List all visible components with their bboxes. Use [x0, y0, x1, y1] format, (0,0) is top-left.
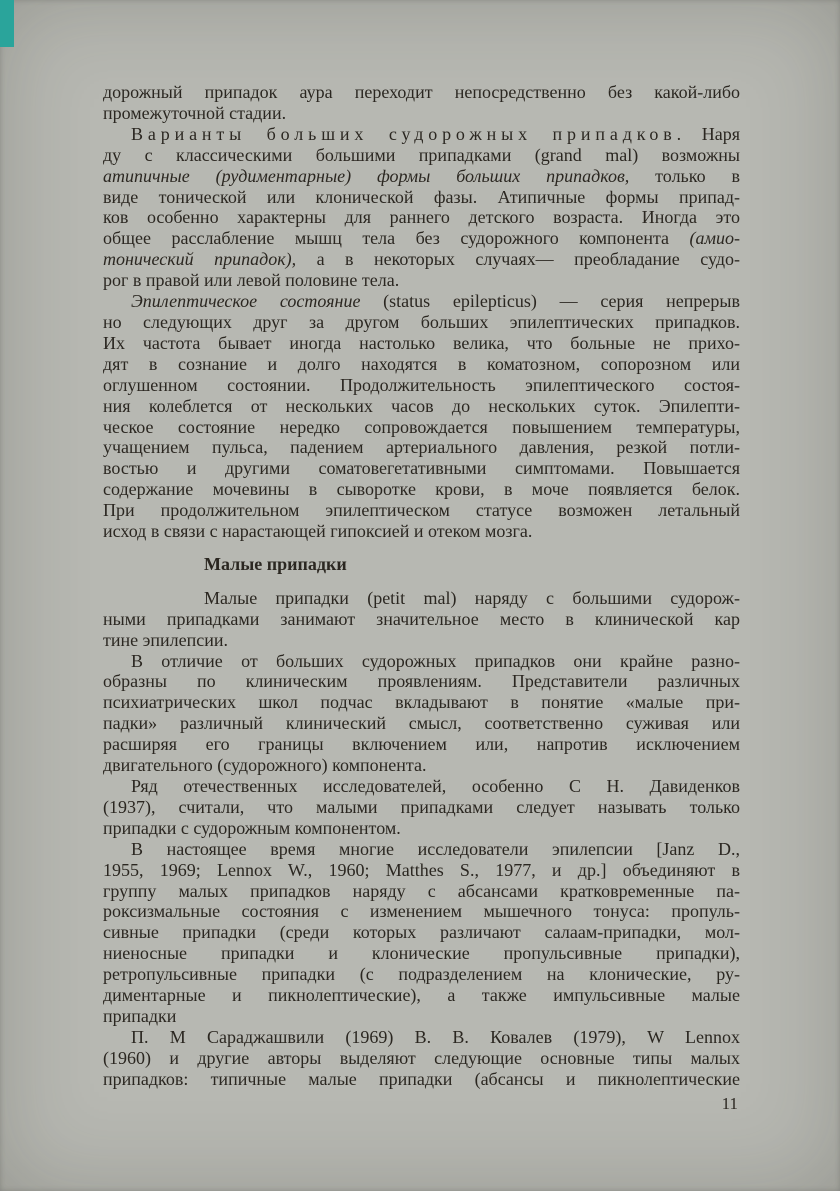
text-line — [103, 818, 740, 839]
body-text: тине эпилепсии. — [103, 629, 228, 650]
page-number: 11 — [721, 1094, 738, 1113]
text-line — [103, 671, 740, 692]
body-text: припадки с судорожным компонентом. — [103, 817, 401, 838]
body-text: Наря — [686, 123, 740, 144]
scan-artifact-teal — [0, 0, 14, 47]
section-heading: Малые припадки — [204, 553, 347, 574]
text-line — [103, 207, 740, 228]
text-line — [103, 521, 740, 542]
text-line — [103, 228, 740, 249]
body-text: только в — [629, 165, 740, 186]
body-text: диментарные и пикнолептические), а также импульсивные малые — [103, 985, 740, 1006]
text-line — [103, 166, 740, 187]
italic-text: атипичные (рудиментарные) формы больших припадков, — [103, 165, 630, 186]
body-text: но следующих друг за другом больших эпилептических припадков. — [103, 311, 740, 332]
text-line — [103, 609, 740, 630]
paragraph — [103, 1027, 740, 1090]
text-line — [103, 630, 740, 651]
text-line — [103, 588, 740, 609]
text-line — [103, 755, 740, 776]
body-text: (1937), считали, что малыми припадками следует называть только — [103, 796, 740, 817]
text-line — [103, 82, 740, 103]
italic-text: тонический припадок), — [103, 249, 297, 270]
body-text: ными припадками занимают значительное место в клинической кар — [103, 608, 740, 629]
body-text: Их частота бывает иногда настолько велика, что больные не прихо- — [103, 332, 740, 353]
text-line — [103, 839, 740, 860]
body-text: исход в связи с нарастающей гипоксией и отеком мозга. — [103, 521, 533, 542]
text-line — [103, 797, 740, 818]
body-text: промежуточной стадии. — [103, 102, 287, 123]
body-text: рог в правой или левой половине тела. — [103, 270, 400, 291]
text-line — [103, 1006, 740, 1027]
text-line — [103, 249, 740, 270]
body-text: В настоящее время многие исследователи эпилепсии [Janz D., — [131, 838, 740, 859]
body-text: учащением пульса, падением артериального давления, резкой потли- — [103, 437, 740, 458]
text-line — [103, 964, 740, 985]
body-text: сивные припадки (среди которых различают салаам-припадки, мол- — [103, 922, 740, 943]
text-line — [103, 145, 740, 166]
body-text: ду с классическими большими припадками (grand mal) возможны — [103, 144, 740, 165]
text-line — [103, 713, 740, 734]
body-text: 1955, 1969; Lennox W., 1960; Matthes S., 1977, и др.] объединяют в — [103, 859, 740, 880]
body-text: образны по клиническим проявлениям. Представители различных — [103, 671, 740, 692]
body-text: общее расслабление мышц тела без судорожного компонента — [103, 228, 690, 249]
text-line — [103, 333, 740, 354]
body-text: падки» различный клинический смысл, соответственно суживая или — [103, 713, 740, 734]
body-text: дят в сознание и долго находятся в коматозном, сопорозном или — [103, 353, 740, 374]
body-text: содержание мочевины в сыворотке крови, в моче появляется белок. — [103, 479, 740, 500]
text-line — [103, 291, 740, 312]
text-line — [103, 1027, 740, 1048]
text-line — [103, 734, 740, 755]
body-text: востью и другими соматовегетативными симптомами. Повышается — [103, 458, 740, 479]
text-line — [103, 187, 740, 208]
text-line — [103, 417, 740, 438]
text-line — [103, 651, 740, 672]
text-line — [103, 354, 740, 375]
text-line — [103, 922, 740, 943]
text-line — [103, 776, 740, 797]
italic-text: (амио- — [689, 228, 740, 249]
body-text: ческое состояние нередко сопровождается повышением температуры, — [103, 416, 740, 437]
text-line — [103, 437, 740, 458]
text-line — [103, 479, 740, 500]
text-line — [103, 500, 740, 521]
body-text: расширяя его границы включением или, напротив исключением — [103, 734, 740, 755]
text-line — [103, 375, 740, 396]
body-text: припадков: типичные малые припадки (абсансы и пикнолептические — [103, 1068, 740, 1089]
body-text: виде тонической или клонической фазы. Атипичные формы припад- — [103, 186, 740, 207]
body-text: оглушенном состоянии. Продолжительность эпилептического состоя- — [103, 374, 740, 395]
body-text: (status epilepticus) — серия непрерыв — [360, 291, 740, 312]
text-line — [103, 692, 740, 713]
letterspaced-text: Варианты больших судорожных припадков. — [131, 123, 686, 144]
body-text: припадки — [103, 1005, 177, 1026]
body-text: дорожный припадок аура переходит непосредственно без какой-либо — [103, 82, 740, 102]
body-text: двигательного (судорожного) компонента. — [103, 755, 427, 776]
paragraph — [103, 124, 740, 291]
text-line — [103, 881, 740, 902]
paragraph — [103, 651, 740, 776]
body-text: а в некоторых случаях— преобладание судо- — [296, 249, 740, 270]
text-line — [103, 1069, 740, 1090]
paragraph — [103, 82, 740, 124]
text-line — [103, 458, 740, 479]
italic-text: Эпилептическое состояние — [131, 291, 361, 312]
text-column — [103, 82, 740, 1090]
body-text: ния колеблется от нескольких часов до нескольких суток. Эпилепти- — [103, 395, 740, 416]
text-line — [103, 396, 740, 417]
text-line — [103, 860, 740, 881]
body-text: В отличие от больших судорожных припадков они крайне разно- — [131, 650, 740, 671]
text-line — [103, 943, 740, 964]
text-line — [103, 985, 740, 1006]
text-line — [103, 1048, 740, 1069]
body-text: роксизмальные состояния с изменением мышечного тонуса: пропуль- — [103, 901, 740, 922]
text-line — [103, 124, 740, 145]
paragraph — [103, 588, 740, 651]
body-text: группу малых припадков наряду с абсансами кратковременные па- — [103, 880, 740, 901]
body-text: ретропульсивные припадки (с подразделением на клонические, ру- — [103, 964, 740, 985]
body-text: психиатрических школ подчас вкладывают в понятие «малые при- — [103, 692, 740, 713]
body-text: При продолжительном эпилептическом статусе возможен летальный — [103, 500, 740, 521]
text-line — [103, 103, 740, 124]
paragraph — [103, 291, 740, 542]
body-text: П. М Сараджашвили (1969) В. В. Ковалев (1979), W Lennox — [131, 1026, 740, 1047]
body-text: ниеносные припадки и клонические пропульсивные припадки), — [103, 943, 740, 964]
body-text: ков особенно характерны для раннего детского возраста. Иногда это — [103, 207, 740, 228]
body-text: (1960) и другие авторы выделяют следующие основные типы малых — [103, 1047, 740, 1068]
text-line — [103, 312, 740, 333]
paragraph — [103, 839, 740, 1027]
text-line — [103, 270, 740, 291]
text-line — [103, 901, 740, 922]
body-text: Ряд отечественных исследователей, особенно С Н. Давиденков — [131, 776, 740, 796]
body-text: Малые припадки (petit mal) наряду с большими судорож- — [204, 587, 740, 608]
paragraph — [103, 776, 740, 839]
